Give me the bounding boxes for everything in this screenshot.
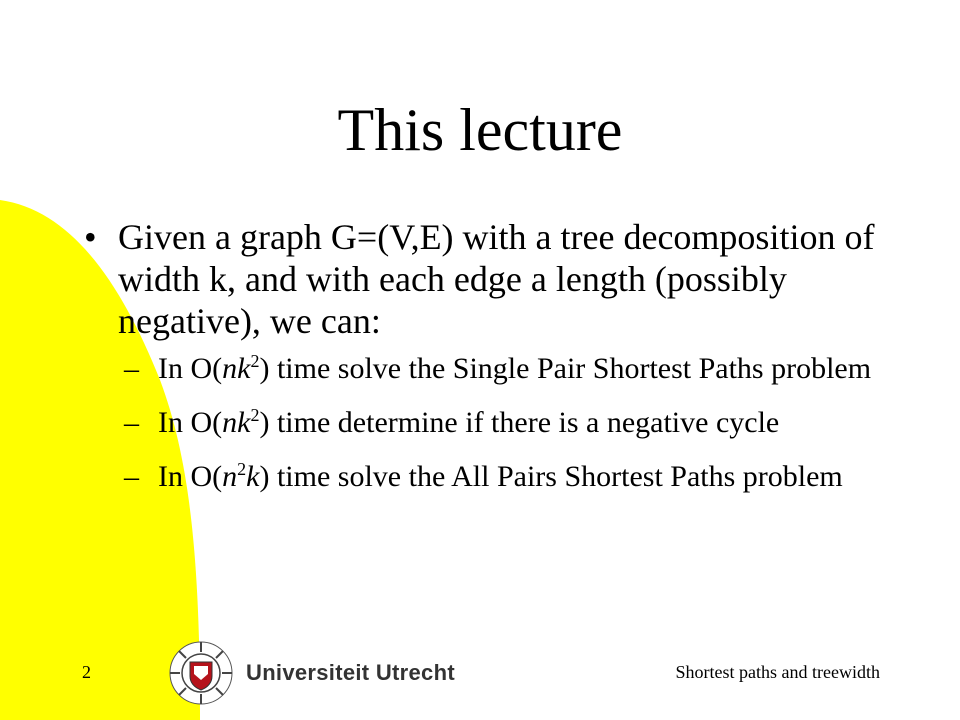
- dash-marker: –: [124, 460, 139, 493]
- bullet-marker: •: [84, 217, 97, 257]
- subbullet-text: In $O(n^2k)$ time solve the All Pairs Shortest Paths problem: [158, 459, 843, 493]
- page-number: 2: [82, 662, 91, 682]
- subbullet-1: [124, 352, 884, 386]
- main-bullet-text: Given a graph G=(V,E) with a tree decomposition of width k, and with each edge a length (possibly negative), we can:: [118, 217, 875, 341]
- slide-content: [84, 216, 884, 514]
- slide-title: This lecture: [337, 97, 623, 163]
- subbullet-text: In $O(nk^2)$ time solve the Single Pair Shortest Paths problem: [158, 351, 872, 385]
- main-bullet: [84, 216, 884, 342]
- subbullet-2: [124, 406, 884, 440]
- footer-title: Shortest paths and treewidth: [675, 662, 880, 682]
- subbullet-list: [84, 352, 884, 494]
- subbullet-3: [124, 460, 884, 494]
- university-name: Universiteit Utrecht: [246, 660, 455, 685]
- dash-marker: –: [124, 406, 139, 439]
- dash-marker: –: [124, 352, 139, 385]
- university-seal-icon: [168, 640, 234, 706]
- subbullet-text: In $O(nk^2)$ time determine if there is a negative cycle: [158, 405, 780, 439]
- university-logo: [168, 640, 455, 706]
